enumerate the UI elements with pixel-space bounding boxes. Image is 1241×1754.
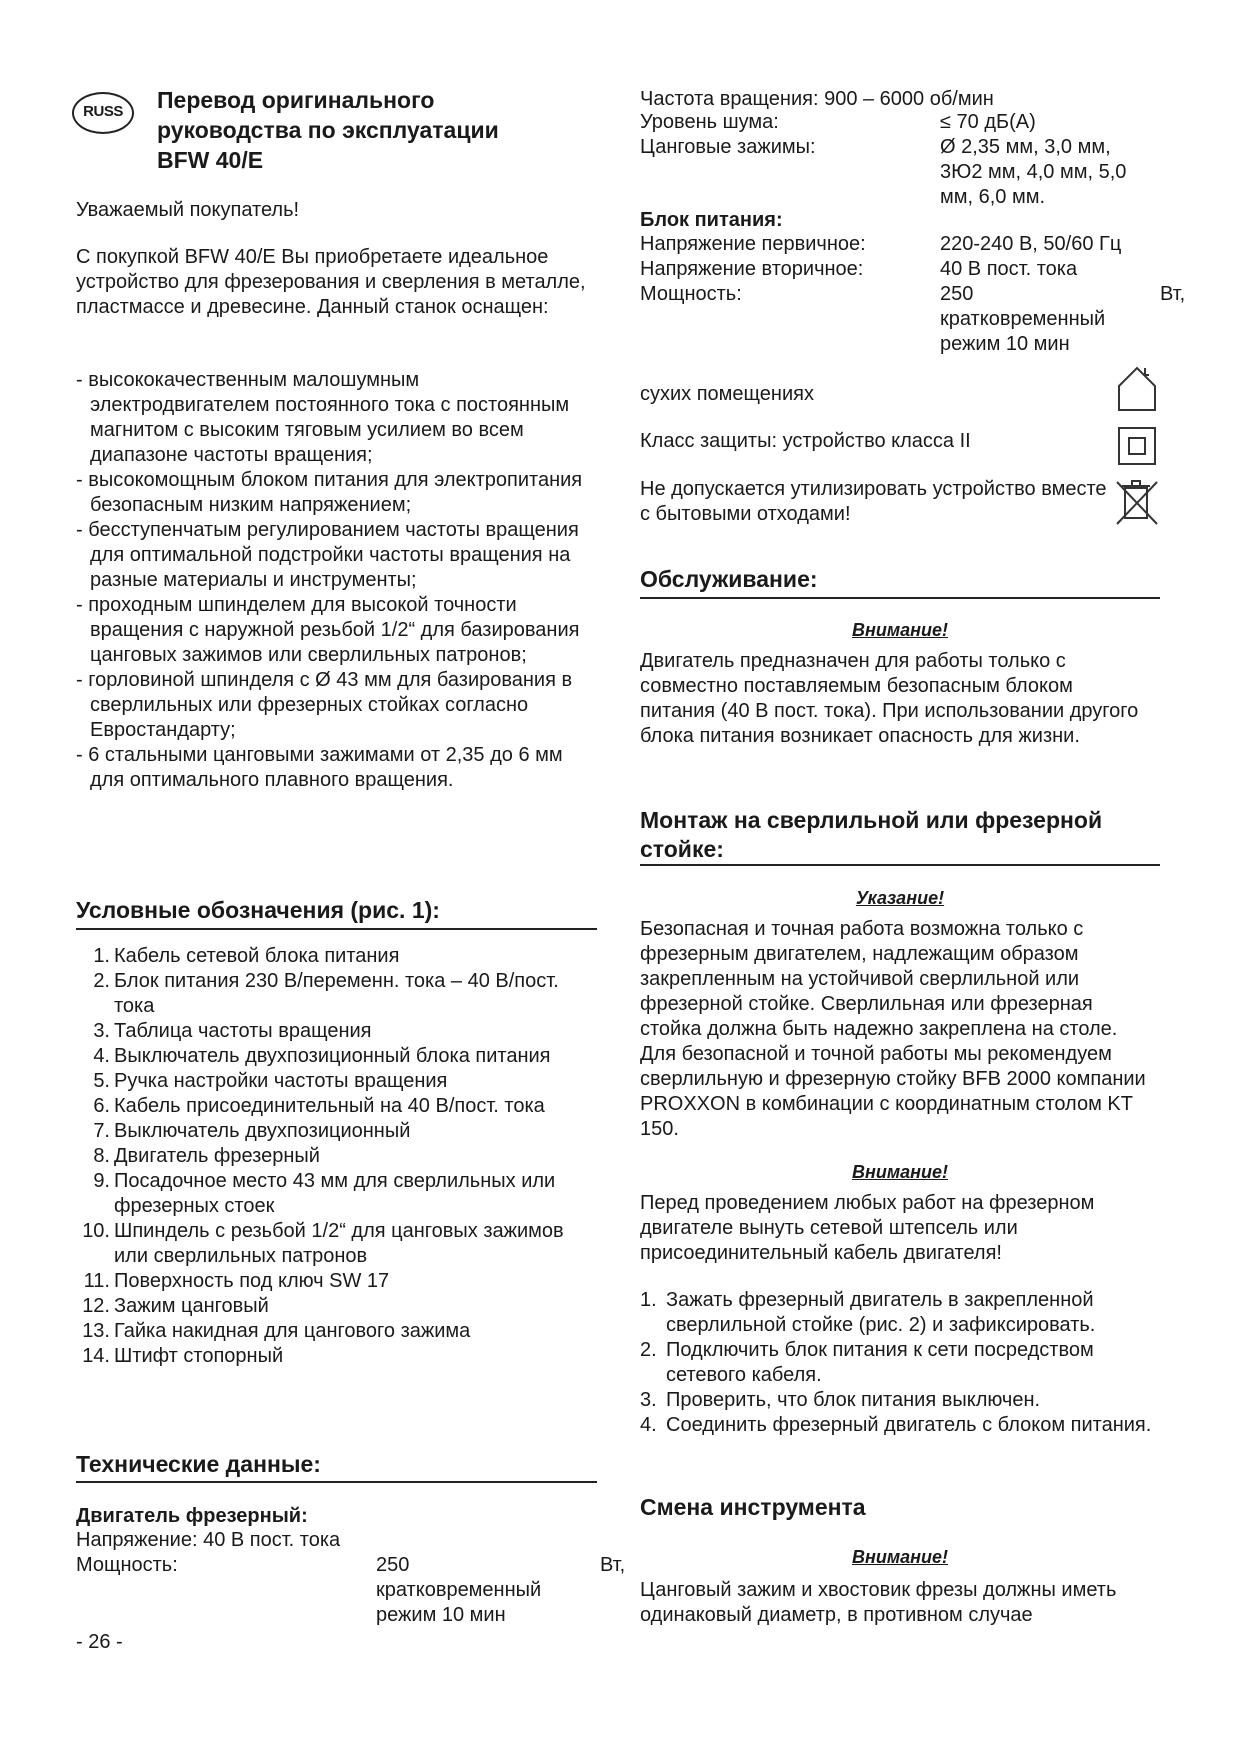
list-item: - проходным шпинделем для высокой точности вращения с наружной резьбой 1/2“ для базирования цанговых зажимов или сверлильных патронов; <box>76 594 580 666</box>
service-heading: Обслуживание: <box>640 566 818 592</box>
mounting-note-text: Безопасная и точная работа возможна только с фрезерным двигателем, надлежащим образом закрепленным на устойчивой сверлильной или фрезерной стойке. Сверлильная или фрезерная стойка должна быть надежно закреплена на столе. Для безопасной и точной работы мы рекомендуем сверлильную и фрезерную стойку BFB 2000 компании PROXXON в комбинации с координатным столом KT 150. <box>640 918 1146 1140</box>
intro-paragraph: С покупкой BFW 40/E Вы приобретаете идеальное устройство для фрезерования и сверления в металле, пластмассе и древесине. Данный станок оснащен: <box>76 246 586 318</box>
house-icon <box>1115 364 1159 414</box>
list-item: 4. Соединить фрезерный двигатель с блоком питания. <box>640 1414 1152 1436</box>
legend-list <box>76 944 596 1369</box>
list-item: 1. Кабель сетевой блока питания <box>93 945 400 967</box>
greeting: Уважаемый покупатель! <box>76 199 300 221</box>
list-item: 11. Поверхность под ключ SW 17 <box>83 1270 390 1292</box>
motor-voltage: Напряжение: 40 В пост. тока <box>76 1529 341 1551</box>
page-number: - 26 - <box>76 1631 123 1653</box>
feature-list <box>76 368 596 793</box>
mounting-note-label: Указание! <box>855 888 945 908</box>
noise-value: ≤ 70 дБ(A) <box>940 111 1036 133</box>
protection-class-text: Класс защиты: устройство класса II <box>640 430 971 452</box>
list-item: 7. Выключатель двухпозиционный <box>93 1120 411 1142</box>
list-item: 3. Таблица частоты вращения <box>93 1020 372 1042</box>
language-badge <box>72 92 134 134</box>
list-item: 1. Зажать фрезерный двигатель в закрепленной сверлильной стойке (рис. 2) и зафиксировать. <box>640 1289 1096 1336</box>
motor-power-mode-2: режим 10 мин <box>376 1604 506 1626</box>
mounting-heading: Монтаж на сверлильной или фрезерной стойке: <box>640 807 1103 862</box>
legend-rule <box>76 928 597 930</box>
list-item: 14. Штифт стопорный <box>82 1345 284 1367</box>
collet-value-1: Ø 2,35 мм, 3,0 мм, <box>940 136 1111 158</box>
disposal-text: Не допускается утилизировать устройство вместе с бытовыми отходами! <box>640 478 1107 525</box>
list-item: 8. Двигатель фрезерный <box>93 1145 320 1167</box>
list-item: 5. Ручка настройки частоты вращения <box>93 1070 448 1092</box>
motor-power-value: 250 <box>376 1554 410 1576</box>
psu-power-mode-2: режим 10 мин <box>940 333 1070 355</box>
dry-rooms-text: сухих помещениях <box>640 383 814 405</box>
tool-change-text: Цанговый зажим и хвостовик фрезы должны иметь одинаковый диаметр, в противном случае <box>640 1579 1117 1626</box>
motor-power-mode-1: кратковременный <box>376 1579 542 1601</box>
collet-value-2: 3Ю2 мм, 4,0 мм, 5,0 <box>940 161 1127 183</box>
service-text: Двигатель предназначен для работы только с совместно поставляемым безопасным блоком питания (40 В пост. тока). При использовании другого блока питания возникает опасность для жизни. <box>640 650 1139 747</box>
tech-rule <box>76 1481 597 1483</box>
psu-secondary-label: Напряжение вторичное: <box>640 258 864 280</box>
psu-power-mode-1: кратковременный <box>940 308 1106 330</box>
tool-change-heading: Смена инструмента <box>640 1494 866 1520</box>
psu-power-unit: Вт, <box>1160 283 1186 305</box>
tool-change-attention: Внимание! <box>851 1547 949 1567</box>
psu-power-value: 250 <box>940 283 974 305</box>
list-item: - высокомощным блоком питания для электропитания безопасным низким напряжением; <box>76 469 583 516</box>
list-item: 4. Выключатель двухпозиционный блока питания <box>93 1045 551 1067</box>
language-badge-label: RUSS <box>83 103 123 120</box>
psu-title: Блок питания: <box>640 209 783 231</box>
list-item: 9. Посадочное место 43 мм для сверлильных или фрезерных стоек <box>93 1170 556 1217</box>
list-item: 2. Подключить блок питания к сети посредством сетевого кабеля. <box>640 1339 1094 1386</box>
noise-label: Уровень шума: <box>640 111 779 133</box>
page-title: Перевод оригинального руководства по эксплуатации BFW 40/E <box>157 87 499 173</box>
list-item: 13. Гайка накидная для цангового зажима <box>82 1320 471 1342</box>
crossed-bin-icon <box>1113 476 1161 528</box>
list-item: 6. Кабель присоединительный на 40 В/пост. тока <box>93 1095 545 1117</box>
list-item: 12. Зажим цанговый <box>82 1295 269 1317</box>
collet-label: Цанговые зажимы: <box>640 136 816 158</box>
service-attention: Внимание! <box>851 620 949 640</box>
list-item: 10. Шпиндель с резьбой 1/2“ для цанговых зажимов или сверлильных патронов <box>82 1220 564 1267</box>
tech-heading: Технические данные: <box>76 1451 321 1477</box>
list-item: 3. Проверить, что блок питания выключен. <box>640 1389 1041 1411</box>
psu-secondary-value: 40 В пост. тока <box>940 258 1078 280</box>
list-item: - горловиной шпинделя с Ø 43 мм для базирования в сверлильных или фрезерных стойках согласно Евростандарту; <box>76 669 573 741</box>
psu-power-label: Мощность: <box>640 283 742 305</box>
motor-power-label: Мощность: <box>76 1554 178 1576</box>
collet-value-3: мм, 6,0 мм. <box>940 186 1046 208</box>
speed-line: Частота вращения: 900 – 6000 об/мин <box>640 88 994 110</box>
psu-primary-value: 220-240 В, 50/60 Гц <box>940 233 1122 255</box>
motor-title: Двигатель фрезерный: <box>76 1505 308 1527</box>
service-rule <box>640 597 1160 599</box>
class-ii-icon <box>1117 426 1157 466</box>
list-item: - 6 стальными цанговыми зажимами от 2,35 до 6 мм для оптимального плавного вращения. <box>76 744 563 791</box>
list-item: - высококачественным малошумным электродвигателем постоянного тока с постоянным магнитом с высоким тяговым усилием во всем диапазоне частоты вращения; <box>76 369 570 466</box>
list-item: - бесступенчатым регулированием частоты вращения для оптимальной подстройки частоты вращения на разные материалы и инструменты; <box>76 519 579 591</box>
mounting-attention-text: Перед проведением любых работ на фрезерном двигателе вынуть сетевой штепсель или присоединительный кабель двигателя! <box>640 1192 1095 1264</box>
psu-primary-label: Напряжение первичное: <box>640 233 866 255</box>
mounting-steps <box>640 1288 1160 1438</box>
mounting-rule <box>640 864 1160 866</box>
motor-power-unit: Вт, <box>600 1554 626 1576</box>
legend-heading: Условные обозначения (рис. 1): <box>76 897 440 923</box>
list-item: 2. Блок питания 230 В/переменн. тока – 40 В/пост. тока <box>93 970 559 1017</box>
mounting-attention: Внимание! <box>851 1162 949 1182</box>
